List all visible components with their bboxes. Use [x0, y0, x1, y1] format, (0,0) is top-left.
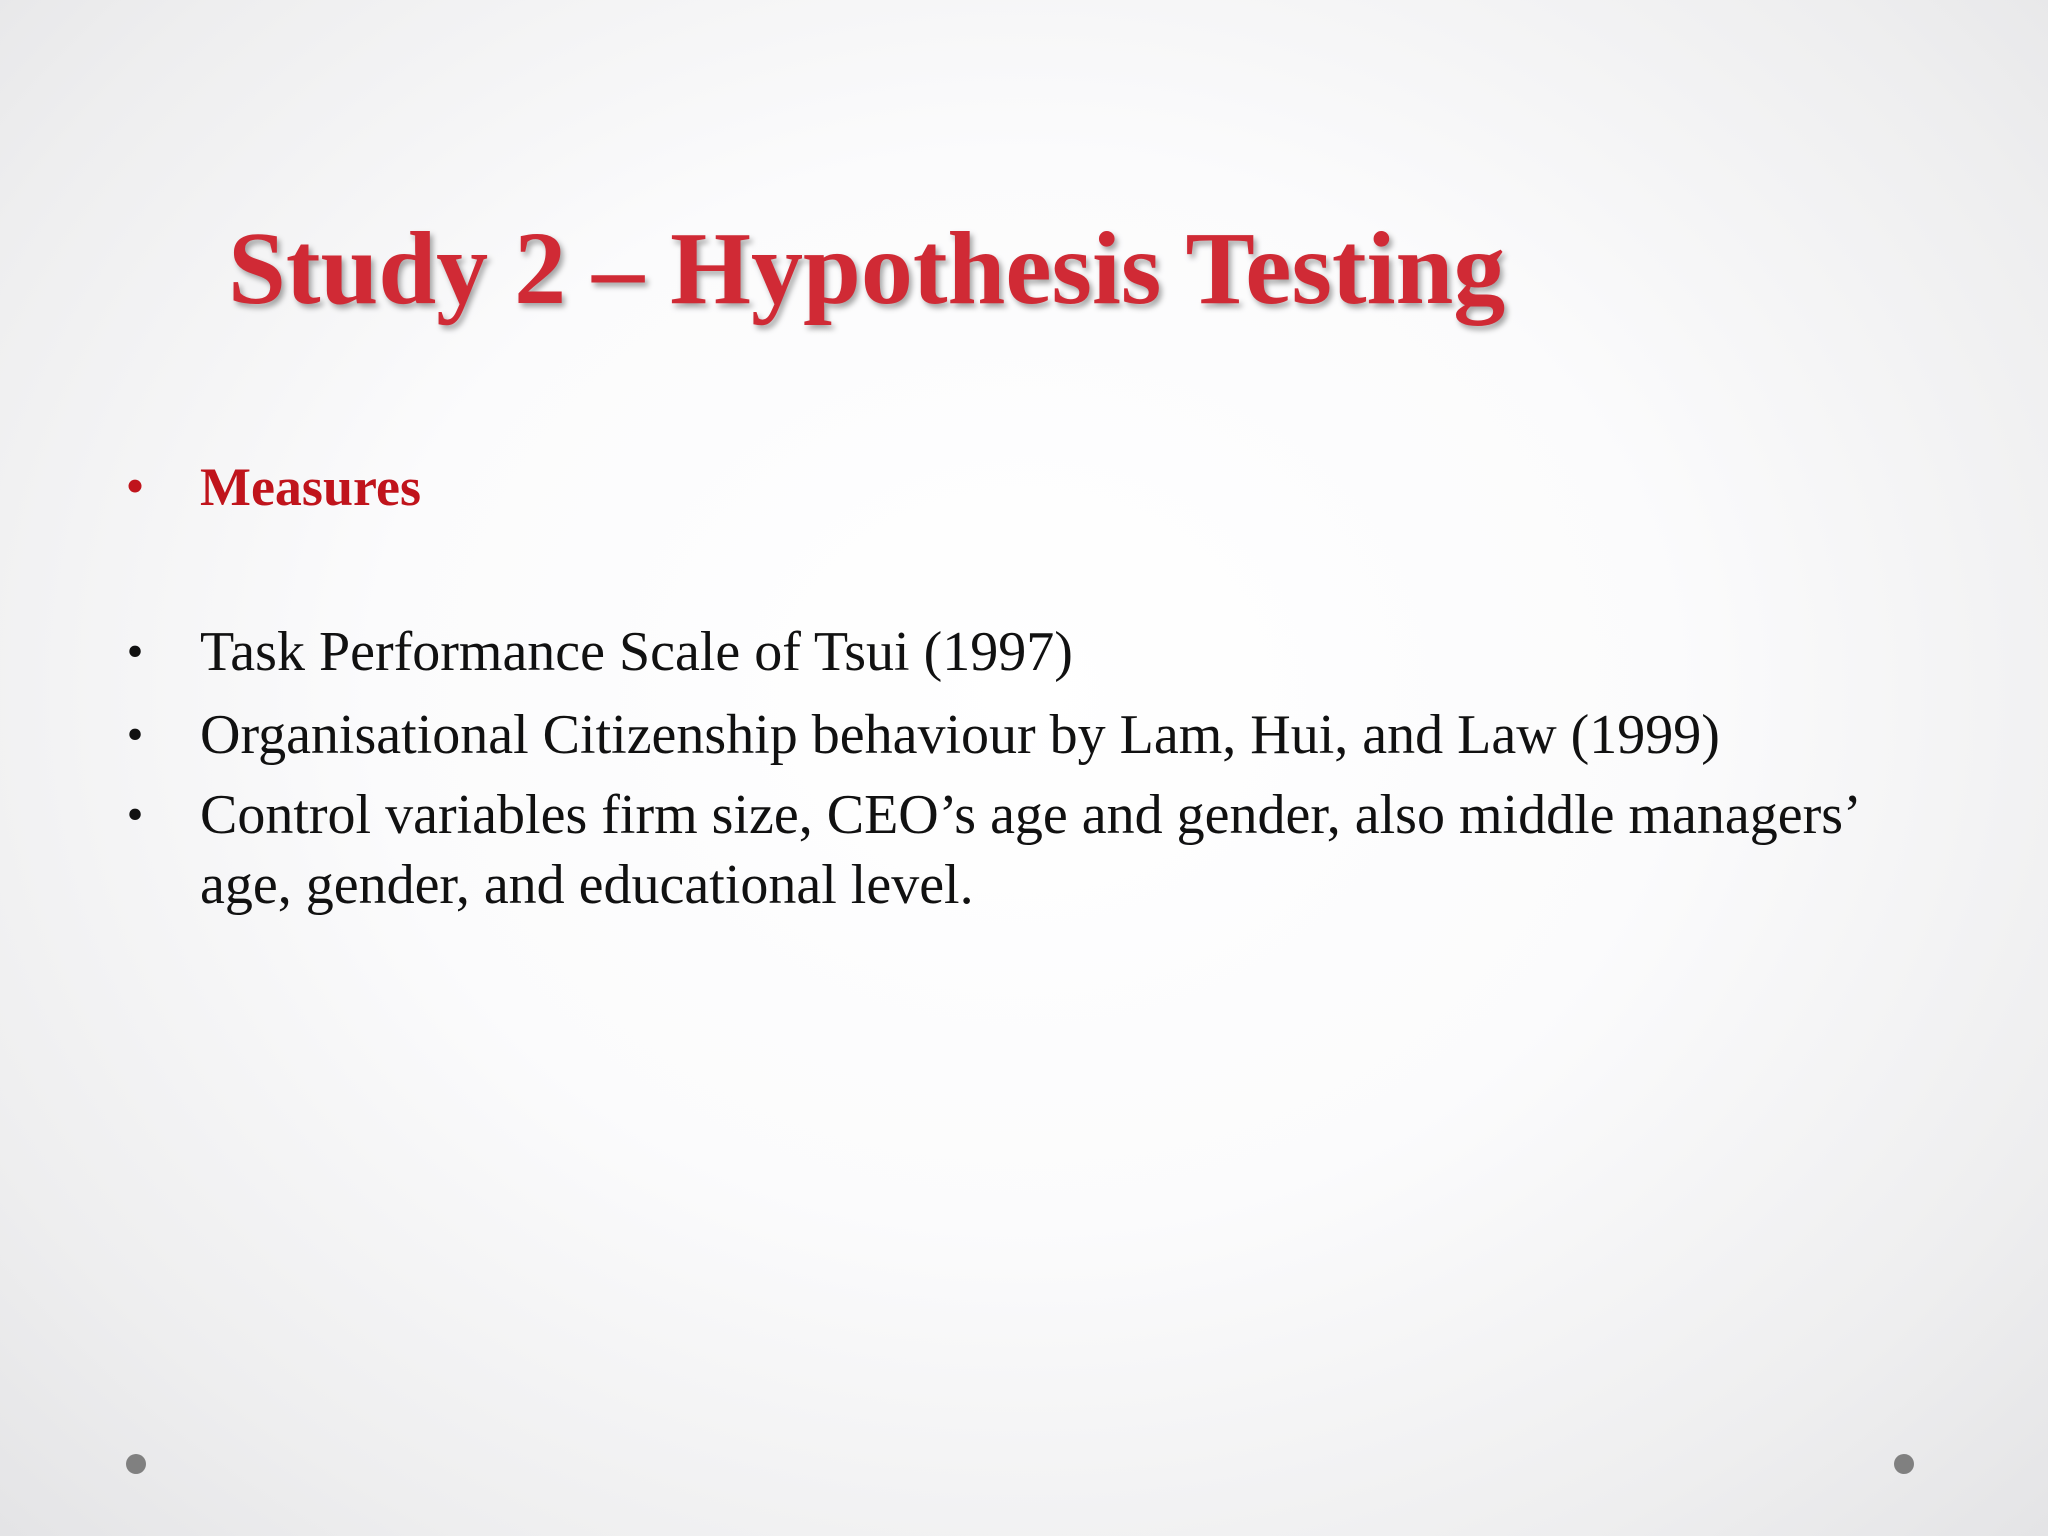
section-heading: Measures: [200, 457, 421, 517]
list-item: [120, 700, 1960, 770]
bullet-icon: •: [126, 460, 144, 513]
bullet-icon: •: [126, 788, 144, 841]
bullet-icon: •: [126, 625, 144, 678]
bullet-icon: •: [126, 708, 144, 761]
list-item-text: Control variables firm size, CEO’s age and gender, also middle managers’ age, gender, and educational level.: [200, 784, 1858, 916]
dot-icon: [126, 1454, 146, 1474]
list-item-text: Organisational Citizenship behaviour by Lam, Hui, and Law (1999): [200, 704, 1720, 766]
list-item-text: Task Performance Scale of Tsui (1997): [200, 621, 1073, 683]
dot-icon: [1894, 1454, 1914, 1474]
list-item: [120, 617, 1960, 687]
slide-title: Study 2 – Hypothesis Testing: [228, 211, 1506, 326]
list-item: [120, 780, 1960, 920]
list-item-measures: [120, 452, 1960, 522]
